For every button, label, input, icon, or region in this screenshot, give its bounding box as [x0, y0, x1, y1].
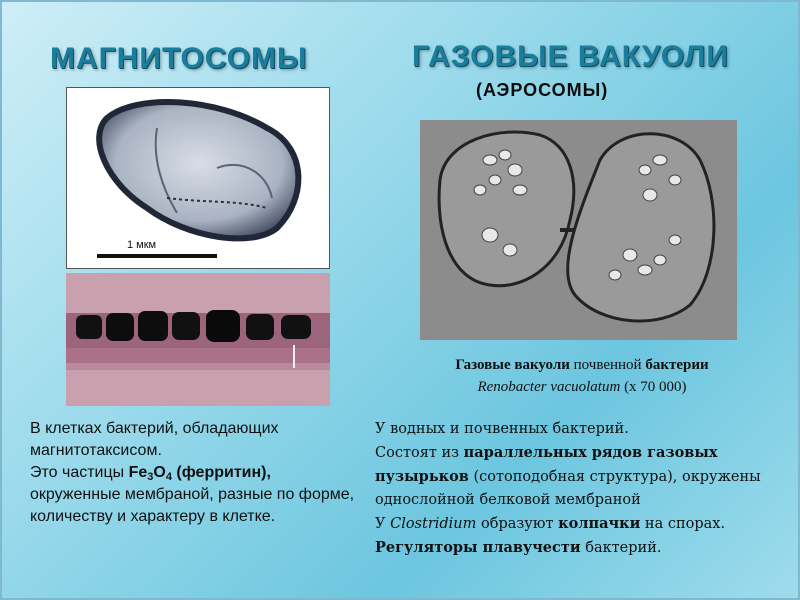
- left-line1: В клетках бактерий, обладающих магнитотаксисом.: [30, 420, 279, 459]
- right-line3-bold: колпачки: [558, 515, 641, 532]
- right-line1: У водных и почвенных бактерий.: [375, 421, 629, 437]
- chain-image: [66, 273, 330, 406]
- magnetosome-description: [30, 418, 360, 528]
- title-magnetosomes: МАГНИТОСОМЫ: [50, 42, 308, 75]
- vacuoles-image: [420, 120, 737, 340]
- formula: $Fe_3O_4$: [128, 464, 172, 483]
- right-line3-pre: У: [375, 516, 391, 532]
- right-line2-bold: параллельных рядов газовых пузырьков: [375, 444, 718, 485]
- left-line2-post: окруженные мембраной, разные по форме, количеству и характеру в клетке.: [30, 486, 355, 525]
- right-line3-mid: образуют: [476, 516, 559, 532]
- cell-image: [67, 88, 329, 268]
- magnetosome-cell-micrograph: [66, 87, 330, 269]
- right-line3-italic: Clostridium: [390, 516, 477, 532]
- gas-vacuoles-micrograph: [420, 120, 737, 340]
- title-gas-vacuoles: ГАЗОВЫЕ ВАКУОЛИ: [412, 40, 729, 73]
- right-line4-post: бактерий.: [580, 540, 662, 556]
- caption-gas-vacuoles: Газовые вакуоли: [455, 357, 570, 373]
- caption-magnification: (х 70 000): [620, 379, 687, 395]
- caption-soil: почвенной: [569, 357, 646, 373]
- right-line2-pre: Состоят из: [375, 445, 464, 461]
- right-line3-post: на спорах.: [640, 516, 726, 532]
- scale-bar-label: 1 мкм: [127, 239, 157, 251]
- subtitle-aerosomes: (АЭРОСОМЫ): [476, 80, 609, 100]
- right-line4-bold: Регуляторы плавучести: [375, 539, 581, 556]
- caption-species: Renobacter vacuolatum: [477, 379, 621, 395]
- caption-bacteria: бактерии: [645, 357, 709, 373]
- right-line2-post: (сотоподобная структура), окружены однослойной белковой мембраной: [375, 469, 761, 508]
- left-line2-bold: (ферритин),: [171, 464, 271, 481]
- left-line2-pre: Это частицы: [30, 464, 129, 481]
- gas-vacuole-description: [375, 418, 795, 560]
- figure-caption: [392, 354, 772, 398]
- magnetosome-chain-micrograph: [66, 273, 330, 406]
